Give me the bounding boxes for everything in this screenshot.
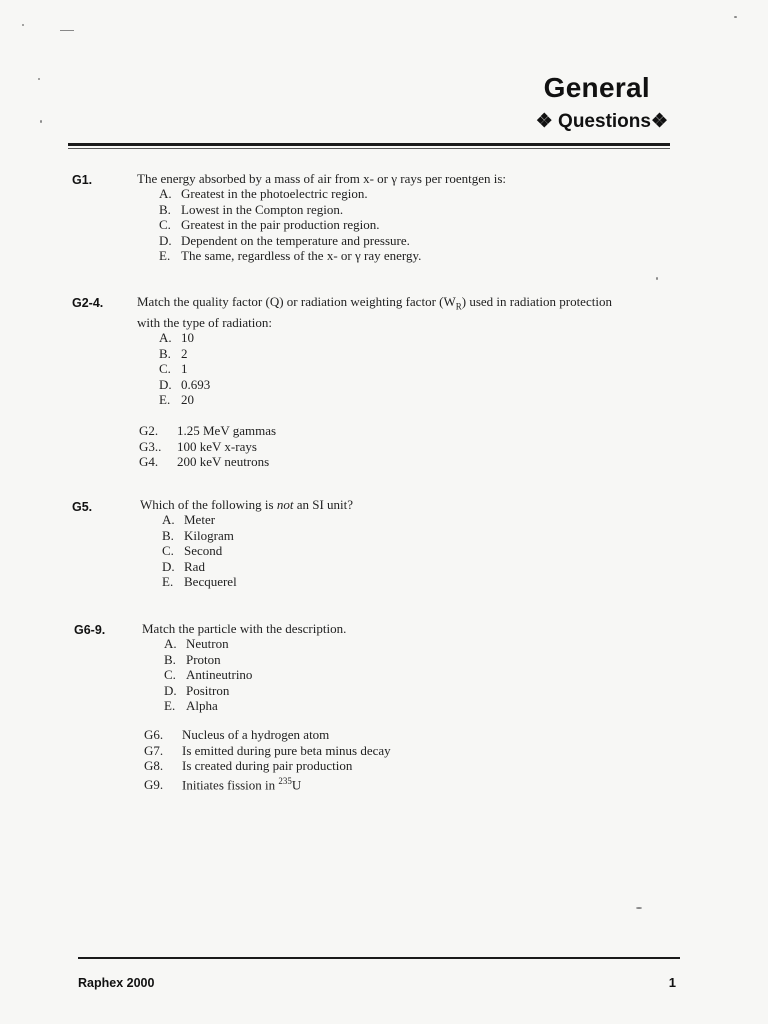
option-d xyxy=(164,683,391,698)
footer-rule xyxy=(78,957,680,959)
stem-text: ) used in radiation protection xyxy=(461,294,612,309)
question-stem: The energy absorbed by a mass of air from x- or γ rays per roentgen is: xyxy=(137,171,507,186)
item-text: Is emitted during pure beta minus decay xyxy=(182,742,391,758)
option-d xyxy=(159,377,612,392)
header-rule xyxy=(68,143,670,146)
match-item-g6 xyxy=(144,727,391,742)
diamond-icon: ❖ xyxy=(535,111,553,132)
option-text: Dependent on the temperature and pressure. xyxy=(181,232,410,248)
item-text: Is created during pair production xyxy=(182,758,353,774)
option-text: Greatest in the pair production region. xyxy=(181,217,380,233)
question-g6-9 xyxy=(142,621,391,792)
option-text: Meter xyxy=(184,512,216,528)
question-g5 xyxy=(140,497,353,589)
option-letter: D. xyxy=(159,376,172,392)
option-text: 20 xyxy=(181,392,194,408)
option-letter: A. xyxy=(159,186,172,202)
item-number: G8. xyxy=(144,758,164,774)
match-item-g9 xyxy=(144,774,391,793)
option-c xyxy=(159,217,506,232)
option-letter: A. xyxy=(162,512,175,528)
question-stem-line2: with the type of radiation: xyxy=(137,315,273,330)
option-e xyxy=(159,392,612,407)
option-letter: B. xyxy=(162,527,174,543)
page-subtitle xyxy=(536,110,668,133)
option-b xyxy=(162,528,353,543)
option-text: 1 xyxy=(181,361,188,377)
option-e xyxy=(162,574,353,589)
item-text: 1.25 MeV gammas xyxy=(177,423,277,439)
option-text: Greatest in the photoelectric region. xyxy=(181,186,368,202)
item-text: 200 keV neutrons xyxy=(177,454,270,470)
option-text: Antineutrino xyxy=(186,667,253,683)
option-text: Kilogram xyxy=(184,527,234,543)
option-letter: E. xyxy=(162,574,174,590)
option-a xyxy=(159,186,506,201)
scan-speck xyxy=(22,24,24,26)
match-item-g7 xyxy=(144,743,391,758)
option-text: Neutron xyxy=(186,636,229,652)
option-letter: C. xyxy=(164,667,176,683)
stem-subscript: R xyxy=(455,301,462,312)
question-id-g1: G1. xyxy=(72,173,93,187)
stem-text: Which of the following is xyxy=(140,497,277,512)
item-number: G3.. xyxy=(139,438,162,454)
page-title: General xyxy=(543,72,650,103)
match-item-g4 xyxy=(139,454,612,469)
option-text: 2 xyxy=(181,345,188,361)
item-text: U xyxy=(291,776,302,792)
item-text: Nucleus of a hydrogen atom xyxy=(182,727,330,743)
option-text: 10 xyxy=(181,330,194,346)
option-text: Lowest in the Compton region. xyxy=(181,201,344,217)
item-number: G9. xyxy=(144,776,164,792)
option-list xyxy=(162,512,353,589)
option-letter: D. xyxy=(162,558,175,574)
header-rule-thin xyxy=(68,148,670,149)
scan-speck xyxy=(40,120,42,123)
footer-source: Raphex 2000 xyxy=(78,976,155,990)
scan-speck xyxy=(60,30,74,31)
option-a xyxy=(162,512,353,527)
option-letter: D. xyxy=(164,682,177,698)
item-text: 100 keV x-rays xyxy=(177,438,257,454)
scan-speck xyxy=(38,78,40,80)
scan-speck xyxy=(636,907,642,909)
page-subtitle-text: Questions xyxy=(558,111,651,132)
stem-emphasis: not xyxy=(276,497,294,512)
match-item-g2 xyxy=(139,423,612,438)
option-letter: A. xyxy=(164,636,177,652)
item-number: G7. xyxy=(144,742,164,758)
option-letter: C. xyxy=(159,361,171,377)
option-b xyxy=(159,202,506,217)
item-superscript: 235 xyxy=(278,775,292,786)
option-e xyxy=(164,698,391,713)
option-a xyxy=(159,330,612,345)
option-text: Positron xyxy=(186,682,230,698)
option-letter: B. xyxy=(159,201,171,217)
option-letter: E. xyxy=(159,392,171,408)
option-d xyxy=(159,233,506,248)
question-id-g5: G5. xyxy=(72,500,93,514)
question-stem: Match the particle with the description. xyxy=(142,621,347,636)
option-letter: D. xyxy=(159,232,172,248)
option-letter: B. xyxy=(164,651,176,667)
option-list xyxy=(164,636,391,713)
match-item-list xyxy=(144,727,391,792)
option-list xyxy=(159,186,506,263)
option-c xyxy=(164,667,391,682)
option-c xyxy=(162,543,353,558)
question-id-g6-9: G6-9. xyxy=(74,623,106,637)
stem-text: Match the quality factor (Q) or radiation weighting factor (W xyxy=(137,294,456,309)
option-letter: A. xyxy=(159,330,172,346)
option-text: The same, regardless of the x- or γ ray energy. xyxy=(181,248,422,264)
option-text: Alpha xyxy=(186,698,218,714)
match-item-g8 xyxy=(144,758,391,773)
option-d xyxy=(162,559,353,574)
item-number: G2. xyxy=(139,423,159,439)
item-number: G6. xyxy=(144,727,164,743)
option-e xyxy=(159,248,506,263)
option-text: Becquerel xyxy=(184,574,237,590)
option-c xyxy=(159,361,612,376)
match-item-list xyxy=(139,423,612,469)
option-a xyxy=(164,636,391,651)
question-g2-4 xyxy=(137,294,612,470)
option-b xyxy=(164,652,391,667)
item-text: Initiates fission in xyxy=(182,776,279,792)
item-number: G4. xyxy=(139,454,159,470)
question-g1 xyxy=(137,171,506,263)
option-text: Rad xyxy=(184,558,205,574)
option-text: Proton xyxy=(186,651,221,667)
option-letter: E. xyxy=(159,248,171,264)
scan-speck xyxy=(656,277,658,280)
page-number: 1 xyxy=(668,975,676,990)
option-b xyxy=(159,346,612,361)
question-stem xyxy=(140,497,353,512)
option-letter: C. xyxy=(162,543,174,559)
option-letter: B. xyxy=(159,345,171,361)
scan-speck xyxy=(734,16,737,18)
diamond-icon: ❖ xyxy=(650,111,668,132)
option-text: 0.693 xyxy=(181,376,211,392)
option-letter: E. xyxy=(164,698,176,714)
match-item-g3 xyxy=(139,439,612,454)
stem-text: an SI unit? xyxy=(293,497,354,512)
question-id-g2-4: G2-4. xyxy=(72,296,104,310)
option-letter: C. xyxy=(159,217,171,233)
option-list xyxy=(159,330,612,407)
question-stem xyxy=(137,294,612,315)
option-text: Second xyxy=(184,543,223,559)
